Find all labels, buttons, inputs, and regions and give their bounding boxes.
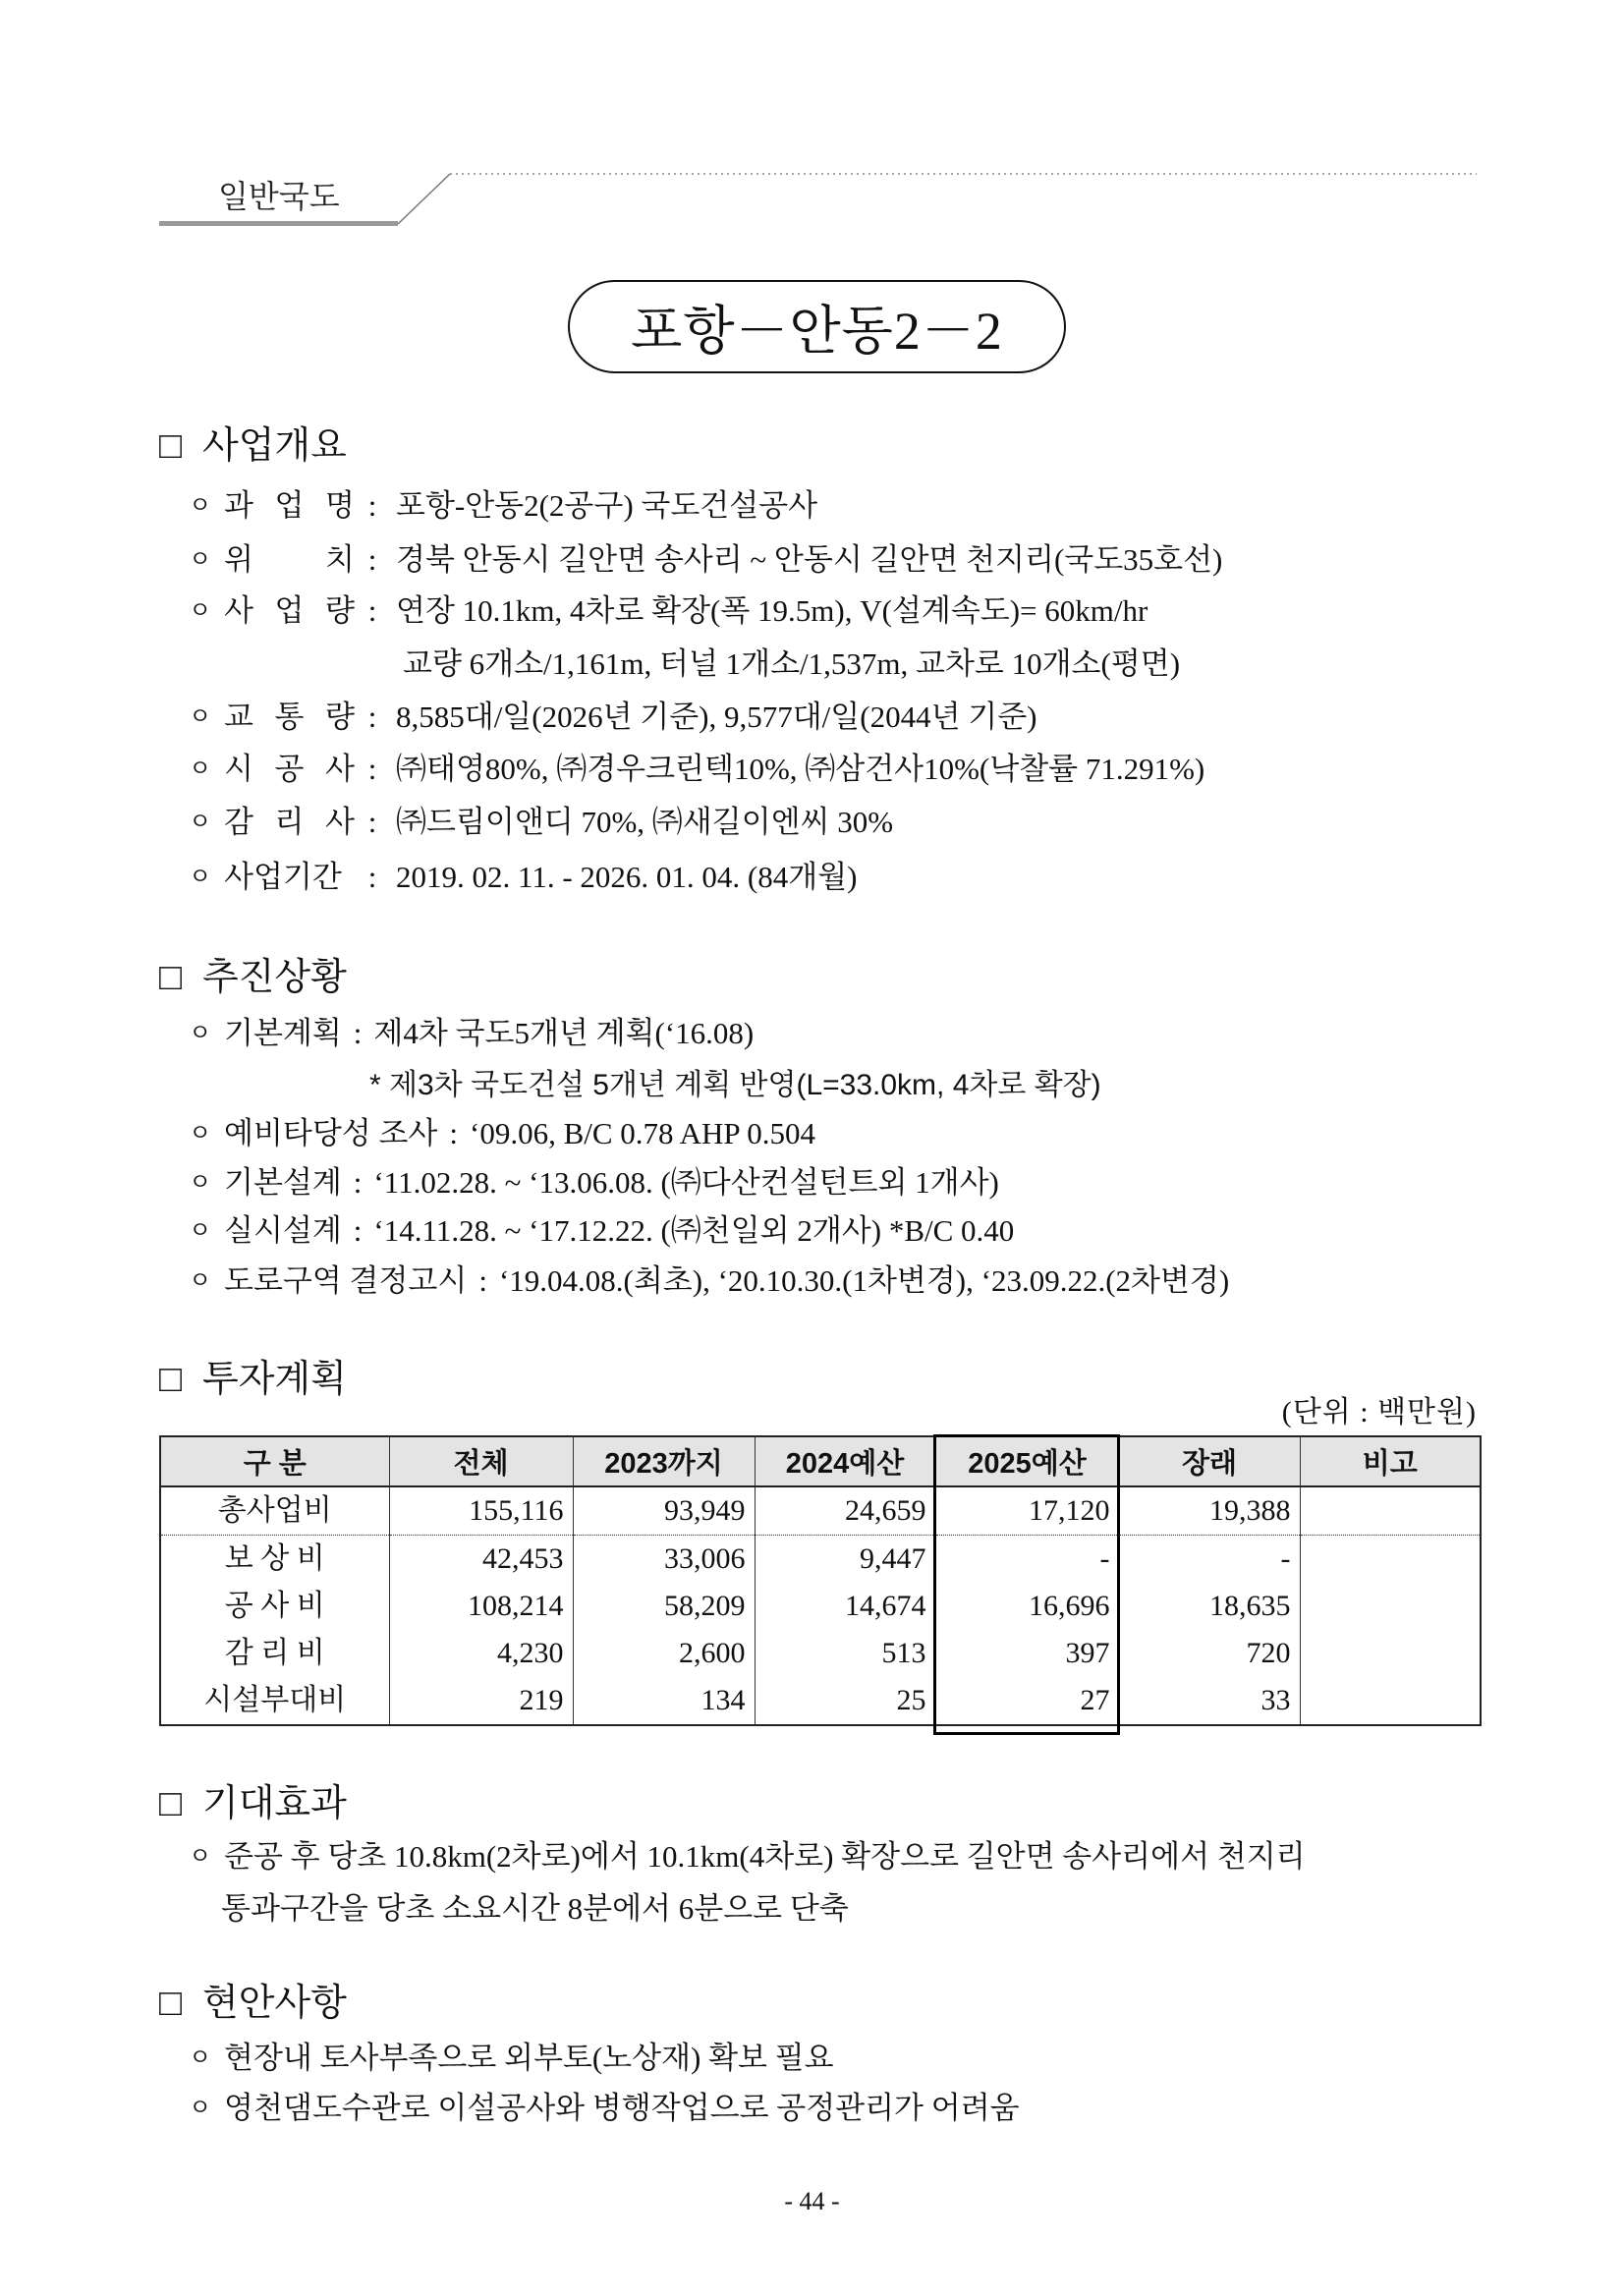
cell-total: 155,116: [389, 1486, 573, 1536]
colon: :: [367, 752, 377, 786]
cell-total: 4,230: [389, 1630, 573, 1677]
column-header-future: 장래: [1119, 1436, 1300, 1486]
colon: :: [478, 1263, 487, 1298]
page-number: - 44 -: [784, 2187, 840, 2215]
cell-note: [1300, 1677, 1481, 1725]
heading-issues: [159, 1978, 347, 2029]
colon: :: [367, 860, 377, 894]
checkbox-square-icon: □: [159, 1359, 182, 1400]
cell-budget-2025: 27: [935, 1677, 1119, 1725]
heading-investment: [159, 1354, 347, 1405]
row-label: 시설부대비: [160, 1677, 389, 1725]
bullet-marker: ㅇ: [189, 1021, 212, 1046]
heading-text: 사업개요: [202, 425, 347, 467]
bullet-marker: ㅇ: [189, 756, 212, 782]
cell-until-2023: 134: [573, 1677, 755, 1725]
item-value: ‘11.02.28. ~ ‘13.06.08. (㈜다산컨설턴트외 1개사): [373, 1165, 999, 1200]
table-row: [160, 1630, 1481, 1677]
bullet-marker: ㅇ: [189, 865, 212, 890]
progress-item-feasibility: [189, 1111, 815, 1156]
checkbox-square-icon: □: [159, 1983, 182, 2024]
heading-text: 기대효과: [202, 1783, 347, 1824]
cell-note: [1300, 1583, 1481, 1630]
item-label: 사 업 량: [224, 593, 355, 628]
bullet-marker: ㅇ: [189, 1218, 212, 1244]
table-row: [160, 1583, 1481, 1630]
item-value: 8,585대/일(2026년 기준), 9,577대/일(2044년 기준): [396, 700, 1037, 734]
overview-item-traffic: [189, 695, 1036, 740]
item-label: 시 공 사: [224, 752, 355, 786]
overview-item-period: [189, 855, 857, 900]
cell-budget-2024: 9,447: [755, 1536, 935, 1584]
overview-item-contractor: [189, 747, 1204, 792]
header-diagonal-line: [398, 174, 450, 224]
colon: :: [367, 593, 377, 628]
heading-text: 현안사항: [202, 1983, 347, 2024]
heading-text: 추진상황: [202, 957, 347, 998]
item-text: 준공 후 당초 10.8km(2차로)에서 10.1km(4차로) 확장으로 길안면 송사리에서 천지리: [224, 1839, 1306, 1874]
cell-future: -: [1119, 1536, 1300, 1584]
item-label: 기본계획: [224, 1016, 342, 1050]
bullet-marker: ㅇ: [189, 1121, 212, 1147]
cell-budget-2024: 14,674: [755, 1583, 935, 1630]
overview-item-supervisor: [189, 800, 893, 845]
bullet-marker: ㅇ: [189, 1268, 212, 1294]
colon: :: [367, 700, 377, 734]
overview-item-scope-continuation: 교량 6개소/1,161m, 터널 1개소/1,537m, 교차로 10개소(평면): [403, 646, 1181, 681]
table-row: [160, 1677, 1481, 1725]
bullet-marker: ㅇ: [189, 493, 212, 519]
item-label: 교 통 량: [224, 700, 355, 734]
bullet-marker: ㅇ: [189, 598, 212, 624]
item-label: 실시설계: [224, 1213, 342, 1248]
cell-budget-2024: 24,659: [755, 1486, 935, 1536]
column-header-until-2023: 2023까지: [573, 1436, 755, 1486]
item-value: ㈜태영80%, ㈜경우크린텍10%, ㈜삼건사10%(낙찰률 71.291%): [396, 752, 1205, 786]
table-row: [160, 1536, 1481, 1584]
cell-future: 19,388: [1119, 1486, 1300, 1536]
cell-budget-2024: 25: [755, 1677, 935, 1725]
item-label: 예비타당성 조사: [224, 1116, 438, 1150]
issues-item: [189, 2036, 834, 2081]
column-header-total: 전체: [389, 1436, 573, 1486]
cell-budget-2024: 513: [755, 1630, 935, 1677]
bullet-marker: ㅇ: [189, 810, 212, 835]
progress-item-basic-plan: [189, 1011, 754, 1056]
cell-until-2023: 58,209: [573, 1583, 755, 1630]
item-label: 사업기간: [224, 860, 342, 894]
colon: :: [449, 1116, 458, 1150]
colon: :: [353, 1016, 363, 1050]
item-value: ‘09.06, B/C 0.78 AHP 0.504: [470, 1116, 815, 1150]
item-text: 현장내 토사부족으로 외부토(노상재) 확보 필요: [224, 2041, 834, 2075]
unit-label: (단위 : 백만원): [1281, 1396, 1477, 1428]
cell-budget-2025: -: [935, 1536, 1119, 1584]
cell-future: 33: [1119, 1677, 1300, 1725]
row-label: 총사업비: [160, 1486, 389, 1536]
colon: :: [367, 488, 377, 523]
row-label: 보 상 비: [160, 1536, 389, 1584]
item-value: 포항-안동2(2공구) 국도건설공사: [396, 488, 818, 523]
item-text: 영천댐도수관로 이설공사와 병행작업으로 공정관리가 어려움: [224, 2091, 1020, 2125]
column-header-note: 비고: [1300, 1436, 1481, 1486]
column-header-category: 구 분: [160, 1436, 389, 1486]
item-label: 기본설계: [224, 1165, 342, 1200]
item-value: 제4차 국도5개년 계획(‘16.08): [373, 1016, 755, 1050]
bullet-marker: ㅇ: [189, 2045, 212, 2071]
column-header-budget-2025: 2025예산: [935, 1436, 1119, 1486]
checkbox-square-icon: □: [159, 425, 182, 467]
colon: :: [367, 542, 377, 577]
cell-until-2023: 2,600: [573, 1630, 755, 1677]
progress-item-note: * 제3차 국도건설 5개년 계획 반영(L=33.0km, 4차로 확장): [369, 1069, 1101, 1101]
item-value: 경북 안동시 길안면 송사리 ~ 안동시 길안면 천지리(국도35호선): [396, 542, 1223, 577]
row-label: 감 리 비: [160, 1630, 389, 1677]
item-value: 2019. 02. 11. - 2026. 01. 04. (84개월): [396, 860, 858, 894]
overview-item-scope: [189, 588, 1148, 634]
colon: :: [353, 1165, 363, 1200]
bullet-marker: ㅇ: [189, 704, 212, 730]
cell-note: [1300, 1536, 1481, 1584]
item-value: 연장 10.1km, 4차로 확장(폭 19.5m), V(설계속도)= 60km/hr: [396, 593, 1148, 628]
colon: :: [367, 805, 377, 839]
row-label: 공 사 비: [160, 1583, 389, 1630]
cell-until-2023: 33,006: [573, 1536, 755, 1584]
progress-item-road-zone-notice: [189, 1259, 1229, 1304]
progress-item-detail-design: [189, 1208, 1014, 1254]
cell-total: 219: [389, 1677, 573, 1725]
bullet-marker: ㅇ: [189, 1844, 212, 1870]
cell-budget-2025: 397: [935, 1630, 1119, 1677]
checkbox-square-icon: □: [159, 957, 182, 998]
cell-budget-2025: 16,696: [935, 1583, 1119, 1630]
item-value: ‘14.11.28. ~ ‘17.12.22. (㈜천일외 2개사) *B/C 0.40: [373, 1213, 1015, 1248]
cell-budget-2025: 17,120: [935, 1486, 1119, 1536]
heading-overview: [159, 420, 347, 472]
item-value: ㈜드림이앤디 70%, ㈜새길이엔씨 30%: [396, 805, 894, 839]
heading-progress: [159, 952, 347, 1003]
cell-until-2023: 93,949: [573, 1486, 755, 1536]
checkbox-square-icon: □: [159, 1783, 182, 1824]
item-label: 위 치: [224, 542, 355, 577]
bullet-marker: ㅇ: [189, 2096, 212, 2121]
issues-item: [189, 2086, 1020, 2131]
heading-text: 투자계획: [202, 1359, 347, 1400]
cell-future: 720: [1119, 1630, 1300, 1677]
overview-item-task-name: [189, 483, 817, 529]
effects-item-continuation: 통과구간을 당초 소요시간 8분에서 6분으로 단축: [221, 1891, 849, 1926]
effects-item: [189, 1834, 1306, 1879]
item-label: 감 리 사: [224, 805, 355, 839]
bullet-marker: ㅇ: [189, 547, 212, 573]
section-tag: 일반국도: [218, 179, 340, 214]
heading-effects: [159, 1778, 347, 1829]
cell-total: 108,214: [389, 1583, 573, 1630]
cell-total: 42,453: [389, 1536, 573, 1584]
page-title: 포항－안동2－2: [568, 280, 1066, 373]
item-value: ‘19.04.08.(최초), ‘20.10.30.(1차변경), ‘23.09.22.(2차변경): [498, 1263, 1230, 1298]
column-header-budget-2024: 2024예산: [755, 1436, 935, 1486]
progress-item-basic-design: [189, 1160, 999, 1205]
bullet-marker: ㅇ: [189, 1170, 212, 1196]
cell-note: [1300, 1486, 1481, 1536]
cell-future: 18,635: [1119, 1583, 1300, 1630]
overview-item-location: [189, 537, 1222, 583]
header-underline-bar: [159, 221, 398, 226]
item-label: 과 업 명: [224, 488, 355, 523]
table-row: [160, 1486, 1481, 1536]
investment-table: [159, 1435, 1482, 1726]
cell-note: [1300, 1630, 1481, 1677]
item-label: 도로구역 결정고시: [224, 1263, 468, 1298]
colon: :: [353, 1213, 363, 1248]
table-header-row: [160, 1436, 1481, 1486]
